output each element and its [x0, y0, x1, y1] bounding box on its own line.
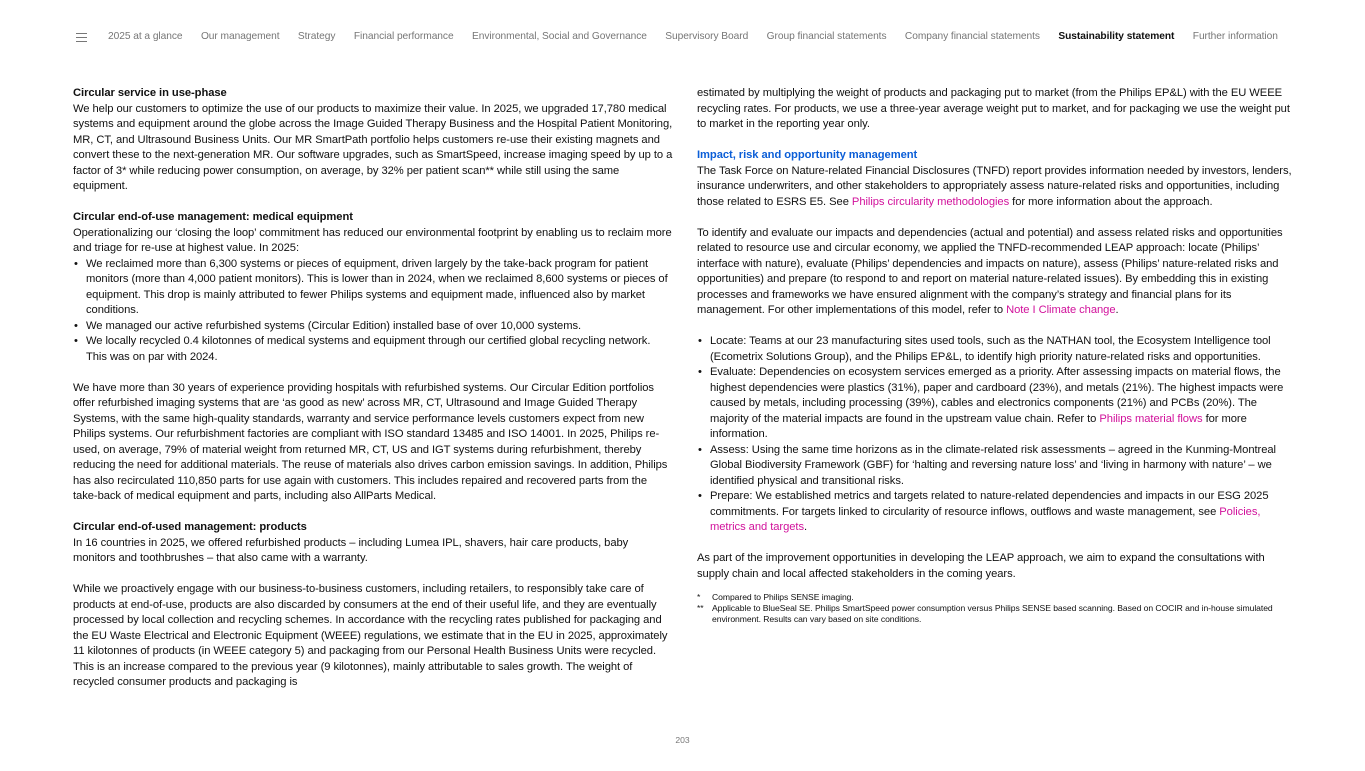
footnotes [697, 592, 1297, 625]
bullet-list [73, 257, 673, 366]
bullet-list [697, 334, 1297, 536]
nav-menu [108, 31, 1278, 42]
paragraph: Operationalizing our ‘closing the loop’ commitment has reduced our environmental footprint by enabling us to reclaim more and triage for re-use at highest value. In 2025: [73, 226, 672, 254]
nav-item-supervisory-board[interactable]: Supervisory Board [665, 31, 749, 42]
nav-item-our-management[interactable]: Our management [200, 31, 280, 42]
section-heading: Impact, risk and opportunity management [697, 149, 918, 161]
section-heading: Circular service in use-phase [73, 87, 227, 99]
section-heading: Circular end-of-used management: products [73, 521, 307, 533]
nav-item-company-financial-statements[interactable]: Company financial statements [904, 31, 1040, 42]
footnote: * Compared to Philips SENSE imaging. [697, 592, 854, 602]
list-item: • Locate: Teams at our 23 manufacturing sites used tools, such as the NATHAN tool, the Ecosystem Intelligence tool (Ecometrix Solutions Group), and the Philips EP&L, to identify high priority nature-related risks and opportunities. [697, 334, 1297, 365]
nav-item-further-information[interactable]: Further information [1192, 31, 1278, 42]
link-philips-circularity-methodologies[interactable]: Philips circularity methodologies [851, 195, 1010, 208]
list-item: • We managed our active refurbished systems (Circular Edition) installed base of over 10,000 systems. [73, 319, 673, 335]
footnote: ** Applicable to BlueSeal SE. Philips SmartSpeed power consumption versus Philips SENSE based scanning. Based on COCIR and in-house simulated environment. Results can vary based on site conditions. [697, 603, 1273, 624]
nav-item-esg[interactable]: Environmental, Social and Governance [471, 31, 647, 42]
link-philips-material-flows[interactable]: Philips material flows [1099, 412, 1203, 425]
paragraph: To identify and evaluate our impacts and dependencies (actual and potential) and assess related risks and opportunities related to resource use and circular economy, we applied the TNFD-recommended LEAP approach: locate (Philips’ interface with nature), evaluate (Philips’ dependencies and impacts on nature), assess (Philips’ nature-related risks and opportunities) and prepare (to respond to and report on material nature-related issues). By embedding this in existing processes and frameworks we have ensured alignment with the company’s strategy and financial plans for its management. For other implementations of this model, refer to Note I Climate change. [697, 226, 1283, 316]
right-column [697, 86, 1297, 625]
list-item: • Evaluate: Dependencies on ecosystem services emerged as a priority. After assessing impacts on material flows, the highest dependencies were plastics (31%), paper and cardboard (23%), and metals (21%). The highest impacts were caused by metals, including processing (39%), cables and electronics components (21%) and PCBs (20%). The majority of the material impacts are found in the upstream value chain. Refer to Philips material flows for more information. [697, 365, 1297, 443]
hamburger-menu-icon[interactable] [76, 33, 87, 42]
paragraph: We have more than 30 years of experience providing hospitals with refurbished systems. Our Circular Edition portfolios offer refurbished imaging systems that are ‘as good as new’ across MR, CT, Ultrasound and Image Guided Therapy Systems, with the same high-quality standards, warranty and service performance levels customers expect from new Philips systems. Our refurbishment factories are compliant with ISO standard 13485 and ISO 14001. In 2025, Philips re-used, on average, 79% of material weight from returned MR, CT, US and IGT systems during refurbishment, thereby reducing the need for additional materials. The reuse of materials also drives carbon emission savings. In addition, Philips has also recirculated 110,850 parts for use again with customers. This includes repaired and recovered parts from the take-back of medical equipment and parts, including also AllParts Medical. [73, 381, 668, 502]
paragraph: In 16 countries in 2025, we offered refurbished products – including Lumea IPL, shavers, hair care products, baby monitors and toothbrushes – that also came with a warranty. [73, 536, 629, 564]
list-item: • Assess: Using the same time horizons as in the climate-related risk assessments – agreed in the Kunming-Montreal Global Biodiversity Framework (GBF) for ‘halting and reversing nature loss’ and ‘living in harmony with nature’ – we identified physical and transitional risks. [697, 443, 1297, 490]
paragraph: We help our customers to optimize the use of our products to maximize their value. In 2025, we upgraded 17,780 medical systems and equipment around the globe across the Image Guided Therapy Business and the Hospital Patient Monitoring, MR, CT, and Ultrasound Business Units. Our MR SmartPath portfolio helps customers re-use their existing magnets and convert these to the next-generation MR. Our software upgrades, such as SmartSpeed, increase imaging speed by up to a factor of 3* while reducing power consumption, on average, by 32% per patient scan** while still using the same equipment. [73, 102, 673, 192]
section-heading: Circular end-of-use management: medical equipment [73, 211, 353, 223]
paragraph: As part of the improvement opportunities in developing the LEAP approach, we aim to expand the consultations with supply chain and local affected stakeholders in the coming years. [697, 552, 1265, 580]
paragraph: While we proactively engage with our business-to-business customers, including retailers, to responsibly take care of products at end-of-use, products are also discarded by consumers at the end of their useful life, and they are eventually processed by local collection and recycling schemes. In accordance with the recycling rates published for packaging and the EU Waste Electrical and Electronic Equipment (WEEE) regulations, we estimate that in the EU in 2025, approximately 11 kilotonnes of products (in WEEE category 5) and packaging from our Personal Health Business Units were recycled. This is an increase compared to the previous year (9 kilotonnes), mainly attributable to sales growth. The weight of recycled consumer products and packaging is [73, 583, 668, 688]
nav-item-strategy[interactable]: Strategy [297, 31, 336, 42]
nav-item-2025-at-a-glance[interactable]: 2025 at a glance [108, 31, 183, 42]
paragraph: estimated by multiplying the weight of products and packaging put to market (from the Philips EP&L) with the EU WEEE recycling rates. For products, we use a three-year average weight put to market, and for packaging we use the weight put to market in the reporting year only. [697, 87, 1290, 130]
nav-item-financial-performance[interactable]: Financial performance [353, 31, 454, 42]
nav-item-group-financial-statements[interactable]: Group financial statements [766, 31, 887, 42]
list-item: • Prepare: We established metrics and targets related to nature-related dependencies and impacts in our ESG 2025 commitments. For targets linked to circularity of resource inflows, outflows and waste management, see Policies, metrics and targets. [697, 489, 1297, 536]
list-item: • We locally recycled 0.4 kilotonnes of medical systems and equipment through our certified global recycling network. This was on par with 2024. [73, 334, 673, 365]
list-item: • We reclaimed more than 6,300 systems or pieces of equipment, driven largely by the take-back program for patient monitors (more than 4,000 patient monitors). This is lower than in 2024, when we reclaimed 8,600 systems or pieces of equipment. This drop is mainly attributed to fewer Philips systems and equipment made, influenced also by market conditions. [73, 257, 673, 319]
page-number: 203 [675, 735, 690, 745]
nav-item-sustainability-statement[interactable]: Sustainability statement [1058, 31, 1175, 42]
left-column [73, 86, 673, 691]
link-policies-metrics-targets[interactable]: Policies, metrics and targets [710, 505, 1261, 533]
top-navigation [0, 0, 1365, 74]
link-note-climate-change[interactable]: Note I Climate change [1006, 304, 1116, 316]
paragraph: The Task Force on Nature-related Financial Disclosures (TNFD) report provides information needed by investors, lenders, insurance underwriters, and other stakeholders to appropriately assess nature-related risks and opportunities, including those related to ESRS E5. See Philips circularity methodologies for more information about the approach. [697, 164, 1292, 208]
